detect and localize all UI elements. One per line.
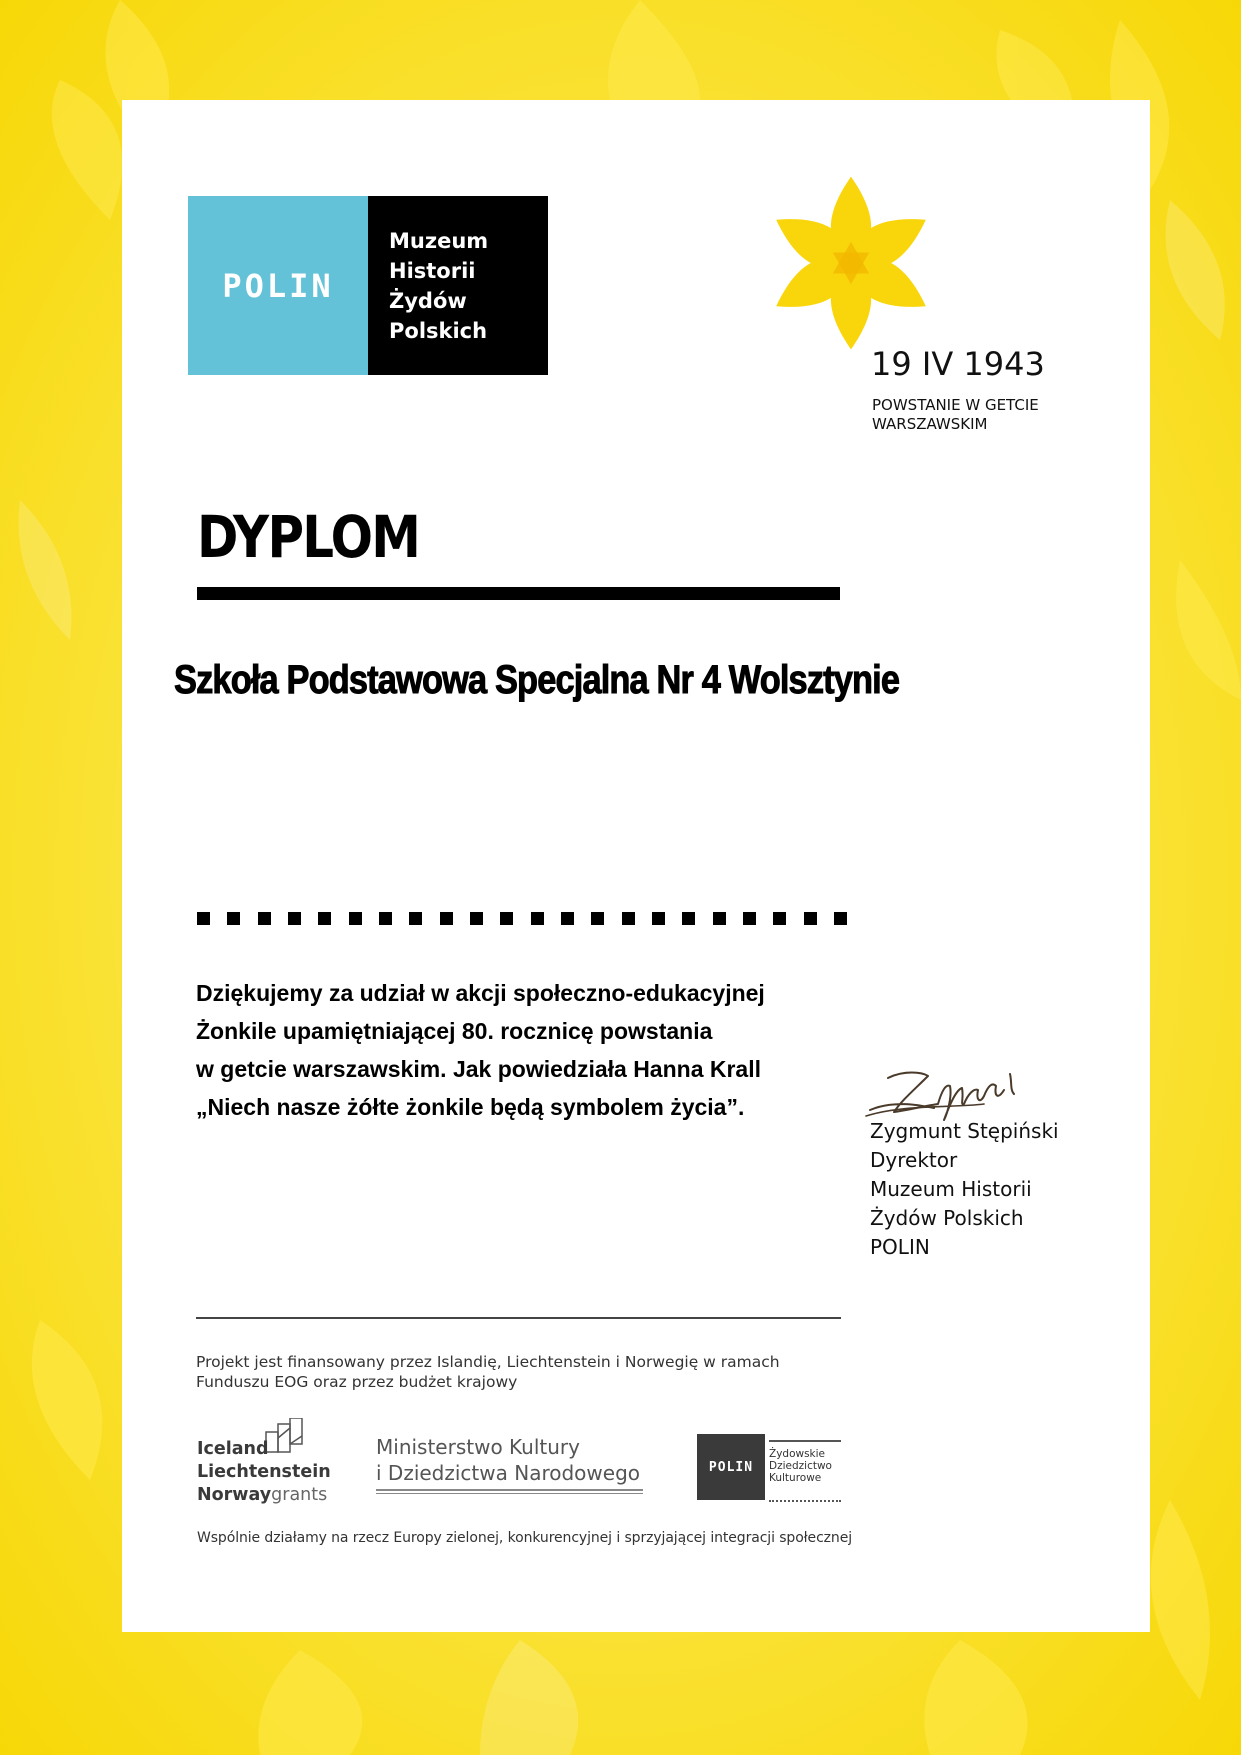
funding-note [196, 1352, 780, 1392]
event-caption [872, 396, 1092, 434]
logo-name-panel [368, 196, 548, 375]
polin-heritage-mark: POLIN [708, 1459, 754, 1475]
funding-line: Projekt jest finansowany przez Islandię, Liechtenstein i Norwegię w ramach [196, 1353, 780, 1371]
signer-block [870, 1117, 1059, 1262]
logo-line: Żydów [389, 289, 467, 313]
logo-line: Muzeum [389, 229, 489, 253]
thank-you-line: Żonkile upamiętniającej 80. rocznicę powstania [196, 1018, 713, 1044]
eea-grants-logo [197, 1438, 331, 1507]
logo-mark-panel [188, 196, 368, 375]
grants-line: Liechtenstein [197, 1462, 331, 1482]
thank-you-line: w getcie warszawskim. Jak powiedziała Hanna Krall [196, 1056, 762, 1082]
signer-role: Dyrektor [870, 1148, 958, 1172]
signer-org: POLIN [870, 1235, 930, 1259]
logo-line: Historii [389, 259, 476, 283]
ministry-underline [376, 1489, 643, 1494]
ministry-logo [376, 1434, 640, 1486]
polin-heritage-line: Żydowskie [769, 1448, 826, 1460]
polin-heritage-dots [769, 1500, 841, 1502]
dotted-divider [197, 912, 847, 926]
museum-logo [188, 196, 548, 375]
diploma-sheet [122, 100, 1150, 1632]
event-caption-line: WARSZAWSKIM [872, 415, 988, 433]
polin-heritage-text [769, 1440, 841, 1484]
ministry-line: i Dziedzictwa Narodowego [376, 1461, 640, 1485]
grants-line-country: Norway [197, 1485, 272, 1505]
thank-you-text [196, 974, 846, 1126]
footer-divider [196, 1317, 841, 1319]
grants-suffix: grants [271, 1485, 328, 1505]
title-divider [197, 587, 840, 600]
grants-line [197, 1484, 331, 1507]
thank-you-line: Dziękujemy za udział w akcji społeczno-edukacyjnej [196, 980, 765, 1006]
signer-org: Żydów Polskich [870, 1206, 1024, 1230]
daffodil-icon [745, 167, 957, 359]
polin-heritage-line: Dziedzictwo [769, 1460, 832, 1472]
ministry-line: Ministerstwo Kultury [376, 1435, 580, 1459]
logo-mark: POLIN [222, 266, 334, 305]
logo-line: Polskich [389, 319, 488, 343]
polin-heritage-logo [697, 1434, 765, 1500]
event-caption-line: POWSTANIE W GETCIE [872, 396, 1039, 414]
signer-name: Zygmunt Stępiński [870, 1119, 1059, 1143]
funding-line: Funduszu EOG oraz przez budżet krajowy [196, 1373, 518, 1391]
recipient-name: Szkoła Podstawowa Specjalna Nr 4 Wolsztynie [174, 658, 900, 702]
event-date: 19 IV 1943 [871, 345, 1045, 383]
signer-org: Muzeum Historii [870, 1177, 1032, 1201]
footer-slogan: Wspólnie działamy na rzecz Europy zielonej, konkurencyjnej i sprzyjającej integracji społecznej [197, 1530, 852, 1546]
grants-line: Iceland [197, 1439, 269, 1459]
page-title: DYPLOM [197, 503, 420, 571]
thank-you-line: „Niech nasze żółte żonkile będą symbolem życia”. [196, 1094, 745, 1120]
polin-heritage-line: Kulturowe [769, 1472, 822, 1484]
